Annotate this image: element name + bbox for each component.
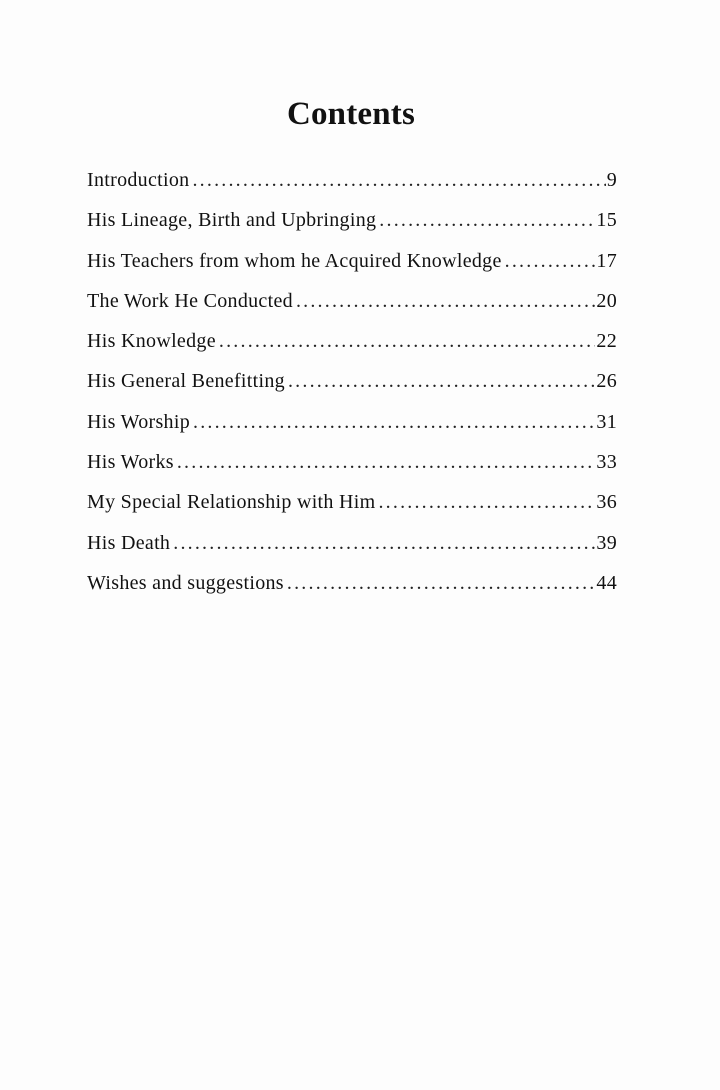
toc-entry-page: 26 (596, 370, 617, 393)
toc-entry-label: His Death (87, 531, 171, 554)
toc-entry (87, 361, 617, 401)
toc-dot-leader (173, 523, 595, 563)
toc-entry-label: My Special Relationship with Him (87, 491, 376, 514)
toc-entry-label: His Works (87, 451, 174, 474)
toc-entry-page: 22 (596, 330, 617, 353)
toc-entry-label: The Work He Conducted (87, 289, 293, 312)
toc-entry (87, 281, 617, 321)
toc-dot-leader (379, 200, 595, 240)
toc-entry-page: 17 (596, 249, 617, 272)
toc-entry (87, 200, 617, 240)
toc-entry-page: 36 (596, 491, 617, 514)
toc-entry-label: His Lineage, Birth and Upbringing (87, 209, 377, 232)
toc-entry-page: 33 (596, 451, 617, 474)
toc-entry (87, 442, 617, 482)
toc-entry (87, 523, 617, 563)
toc-dot-leader (287, 563, 595, 603)
toc-entry-page: 20 (596, 289, 617, 312)
table-of-contents (87, 160, 617, 603)
toc-dot-leader (177, 442, 596, 482)
toc-entry (87, 241, 617, 281)
toc-entry-label: His Knowledge (87, 330, 216, 353)
toc-entry-page: 15 (596, 209, 617, 232)
toc-dot-leader (193, 402, 595, 442)
toc-entry-label: His General Benefitting (87, 370, 285, 393)
toc-entry-label: Introduction (87, 169, 190, 191)
toc-entry (87, 160, 617, 200)
toc-dot-leader (296, 281, 595, 321)
toc-entry-page: 31 (596, 410, 617, 433)
toc-dot-leader (288, 361, 595, 401)
toc-dot-leader (505, 241, 596, 281)
toc-entry (87, 402, 617, 442)
toc-entry-label: His Teachers from whom he Acquired Knowledge (87, 249, 502, 272)
toc-entry-page: 39 (596, 531, 617, 554)
toc-entry-page: 9 (606, 169, 617, 191)
page-title: Contents (286, 96, 416, 132)
toc-dot-leader (192, 160, 605, 200)
toc-entry (87, 563, 617, 603)
toc-dot-leader (219, 321, 596, 361)
toc-entry-page: 44 (596, 571, 617, 594)
toc-entry (87, 482, 617, 522)
toc-entry-label: Wishes and suggestions (87, 571, 284, 594)
toc-dot-leader (378, 482, 595, 522)
toc-entry (87, 321, 617, 361)
toc-entry-label: His Worship (87, 410, 190, 433)
